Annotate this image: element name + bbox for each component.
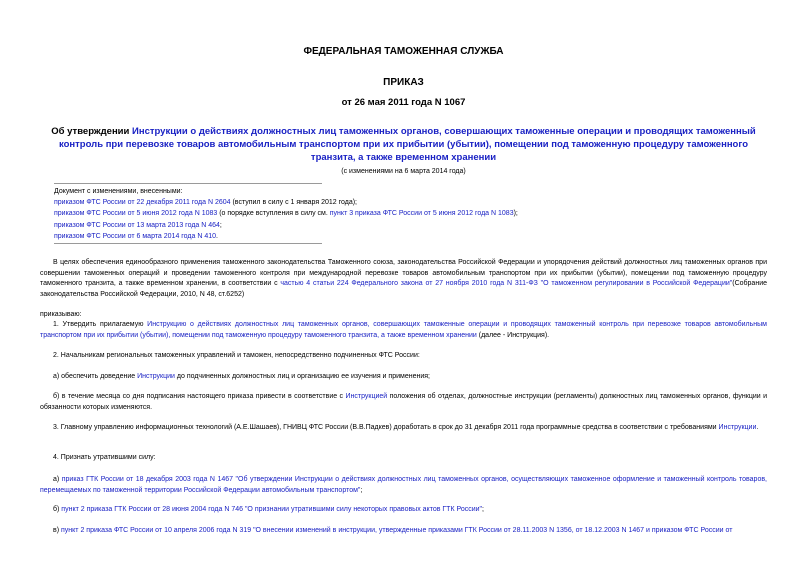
change-link[interactable]: приказом ФТС России от 22 декабря 2011 года N 2604 xyxy=(54,199,231,207)
instruction-link[interactable]: Инструкцией xyxy=(345,393,388,400)
paragraph-4b: б) пункт 2 приказа ГТК России от 28 июня 2004 года N 746 "О признании утратившими силу некоторых правовых актов ГТК России"; xyxy=(53,506,484,513)
paragraph-2a: а) обеспечить доведение Инструкции до подчиненных должностных лиц и организацию ее изучения и применения; xyxy=(53,373,430,380)
changes-item: приказом ФТС России от 13 марта 2013 года N 464; xyxy=(54,221,222,229)
paragraph-2b: б) в течение месяца со дня подписания настоящего приказа привести в соответствие с Инструкцией положения об отделах, должностные инструкции (регламенты) должностных лиц таможенных органов, функции и обязанности которых изменяются. xyxy=(40,393,767,411)
law-link[interactable]: частью 4 статьи 224 Федерального закона от 27 ноября 2010 года N 311-ФЗ "О таможенном регулировании в Российской Федерации" xyxy=(280,280,733,287)
change-link[interactable]: приказом ФТС России от 5 июня 2012 года N 1083 xyxy=(54,210,218,218)
paragraph-preamble: В целях обеспечения единообразного применения таможенного законодательства Таможенного союза, законодательства Российской Федерации и упорядочения действий должностных лиц таможенных органов при совершении таможенных операций и проведении таможенного контроля при международной перевозке товаров автомобильным транспортом при их прибытии (убытии), помещении под таможенную процедуру таможенного транзита, а также временном хранении, в соответствии с частью 4 статьи 224 Федерального закона от 27 ноября 2010 года N 311-ФЗ "О таможенном регулировании в Российской Федерации"(Собрание законодательства Российской Федерации, 2010, N 48, ст.6252) xyxy=(40,259,767,298)
paragraph-1: 1. Утвердить прилагаемую Инструкцию о действиях должностных лиц таможенных органов, совершающих таможенные операции и проводящих таможенный контроль при перевозке товаров автомобильным транспортом при их прибытии (убытии), помещении под таможенную процедуру таможенного транзита, а также временном хранении (далее - Инструкция). xyxy=(40,321,767,339)
instruction-link[interactable]: Инструкции xyxy=(137,373,175,380)
changes-item: приказом ФТС России от 5 июня 2012 года N 1083 (о порядке вступления в силу см. пункт 3 приказа ФТС России от 5 июня 2012 года N 1083); xyxy=(54,210,518,218)
repealed-act-link[interactable]: пункт 2 приказа ФТС России от 10 апреля 2006 года N 319 "О внесении изменений в инструкции, утвержденные приказами ГТК России от 28.11.2003 N 1356, от 18.12.2003 N 1467 и приказом ФТС России от xyxy=(61,527,733,534)
divider-bottom xyxy=(54,243,322,244)
change-link[interactable]: приказом ФТС России от 13 марта 2013 года N 464 xyxy=(54,221,220,229)
paragraph-4c: в) пункт 2 приказа ФТС России от 10 апреля 2006 года N 319 "О внесении изменений в инструкции, утвержденные приказами ГТК России от 28.11.2003 N 1356, от 18.12.2003 N 1467 и приказом ФТС России от xyxy=(53,527,733,534)
document-date-number: от 26 мая 2011 года N 1067 xyxy=(341,97,466,108)
document-title: Об утверждении Инструкции о действиях должностных лиц таможенных органов, совершающих таможенные операции и проводящих таможенный контроль при перевозке товаров автомобильным транспортом при их прибытии (убытии), помещении под таможенную процедуру таможенного транзита, а также временном хранении xyxy=(51,126,756,163)
change-link[interactable]: пункт 3 приказа ФТС России от 5 июня 2012 года N 1083 xyxy=(329,210,514,218)
changes-item: приказом ФТС России от 22 декабря 2011 года N 2604 (вступил в силу с 1 января 2012 года); xyxy=(54,199,357,207)
amendment-note: (с изменениями на 6 марта 2014 года) xyxy=(341,168,466,175)
repealed-act-link[interactable]: пункт 2 приказа ГТК России от 28 июня 2004 года N 746 "О признании утратившими силу некоторых правовых актов ГТК России" xyxy=(61,506,483,513)
changes-item: приказом ФТС России от 6 марта 2014 года N 410. xyxy=(54,232,218,240)
paragraph-4: 4. Признать утратившими силу: xyxy=(53,454,156,461)
repealed-act-link[interactable]: приказ ГТК России от 18 декабря 2003 года N 1467 "Об утверждении Инструкции о действиях должностных лиц таможенных органов, осуществляющих таможенное оформление и таможенный контроль товаров, перемещаемых по таможенной территории Российской Федерации автомобильным транспортом" xyxy=(40,476,767,494)
changes-heading: Документ с изменениями, внесенными: xyxy=(54,188,183,195)
paragraph-4a: а) приказ ГТК России от 18 декабря 2003 года N 1467 "Об утверждении Инструкции о действиях должностных лиц таможенных органов, осуществляющих таможенное оформление и таможенный контроль товаров, перемещаемых по таможенной территории Российской Федерации автомобильным транспортом"; xyxy=(40,476,767,494)
instruction-link[interactable]: Инструкцию о действиях должностных лиц таможенных органов, совершающих таможенные операции и проводящих таможенный контроль при перевозке товаров автомобильным транспортом при их прибытии (убытии), помещении под таможенную процедуру таможенного транзита, а также временном хранении xyxy=(40,321,767,339)
divider-top xyxy=(54,183,322,184)
change-link[interactable]: приказом ФТС России от 6 марта 2014 года N 410 xyxy=(54,232,217,240)
paragraph-order: приказываю: xyxy=(40,311,82,318)
agency-heading: ФЕДЕРАЛЬНАЯ ТАМОЖЕННАЯ СЛУЖБА xyxy=(303,46,504,57)
document-type: ПРИКАЗ xyxy=(383,77,424,88)
paragraph-3: 3. Главному управлению информационных технологий (А.Е.Шашаев), ГНИВЦ ФТС России (В.В.Падкев) доработать в срок до 31 декабря 2011 года программные средства в соответствии с требованиями Инструкции. xyxy=(53,424,759,431)
title-link[interactable]: Инструкции о действиях должностных лиц таможенных органов, совершающих таможенные операции и проводящих таможенный контроль при перевозке товаров автомобильным транспортом при их прибытии (убытии), помещении под таможенную процедуру таможенного транзита, а также временном хранении xyxy=(58,126,756,163)
changes-list xyxy=(54,186,518,242)
instruction-link[interactable]: Инструкции xyxy=(718,424,757,431)
paragraph-2: 2. Начальникам региональных таможенных управлений и таможен, непосредственно подчиненных ФТС России: xyxy=(53,352,420,359)
